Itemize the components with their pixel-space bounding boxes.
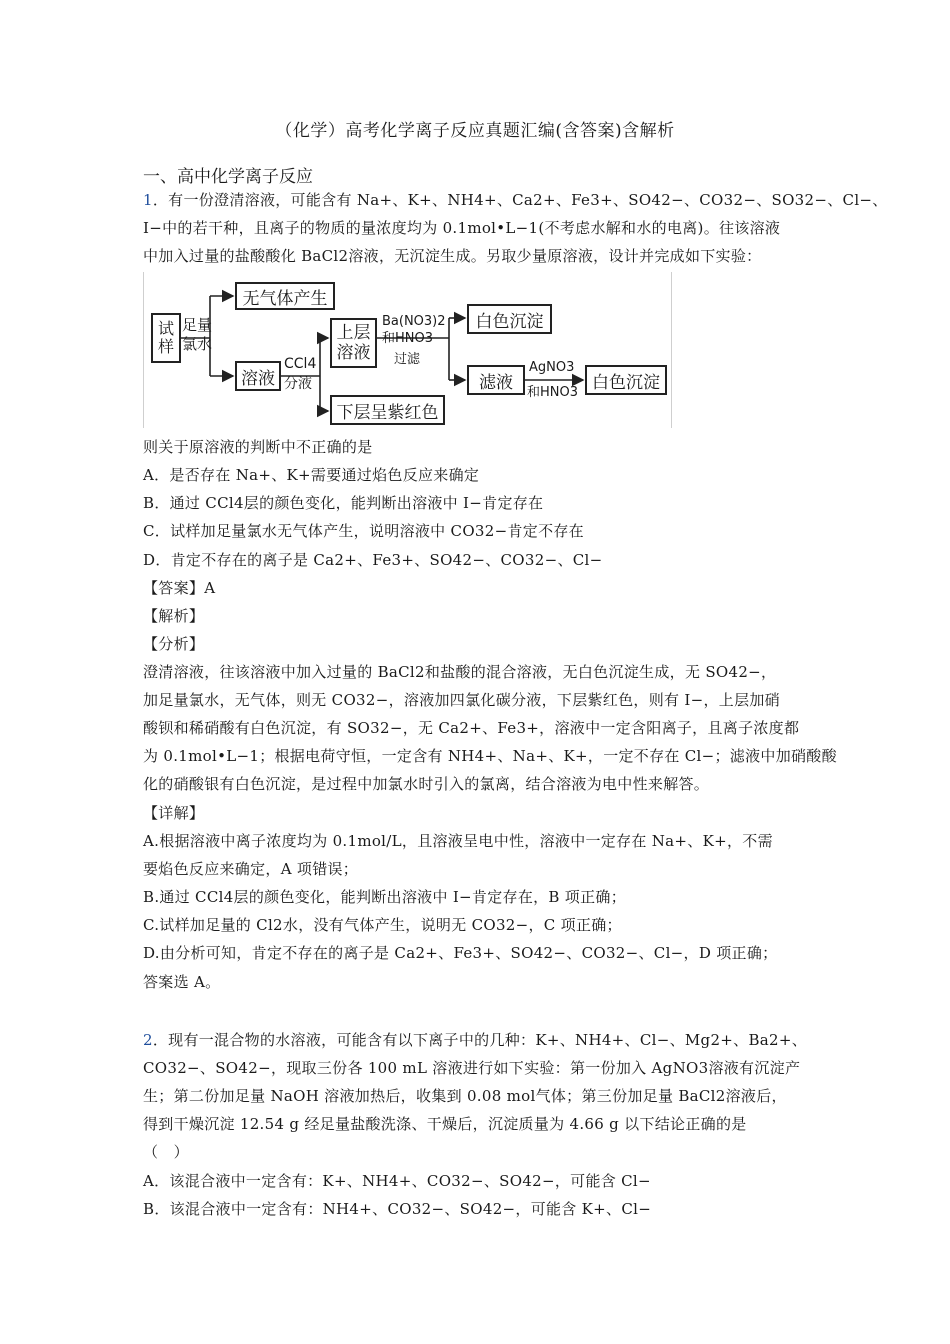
q1-line-3: 中加入过量的盐酸酸化 BaCl2溶液，无沉淀生成。另取少量原溶液，设计并完成如下实验：	[143, 247, 762, 265]
reagent-ccl4-label: CCl4	[284, 356, 317, 372]
q1-fenxi-heading: 【分析】	[143, 635, 205, 653]
detail-line-4: C.试样加足量的 Cl2水，没有气体产生，说明无 CO32−，C 项正确；	[143, 916, 622, 934]
reagent-hno3-label-1: 和HNO3	[382, 331, 434, 346]
detail-line-2: 要焰色反应来确定，A 项错误；	[143, 860, 359, 878]
q1-jiexi-heading: 【解析】	[143, 607, 205, 625]
detail-line-5: D.由分析可知，肯定不存在的离子是 Ca2+、Fe3+、SO42−、CO32−、Cl−，D 项正确；	[143, 944, 778, 962]
q2-line-4: 得到干燥沉淀 12.54 g 经足量盐酸洗涤、干燥后，沉淀质量为 4.66 g 以下结论正确的是	[143, 1115, 747, 1133]
upper-layer-box: 上层 溶液	[330, 318, 377, 368]
analysis-line-4: 为 0.1mol•L−1；根据电荷守恒，一定含有 NH4+、Na+、K+，一定不存在 Cl−；滤液中加硝酸酸	[143, 747, 837, 765]
q1-option-c: C．试样加足量氯水无气体产生，说明溶液中 CO32−肯定不存在	[143, 522, 584, 540]
q1-option-b: B．通过 CCl4层的颜色变化，能判断出溶液中 I−肯定存在	[143, 494, 544, 512]
q2-option-a: A．该混合液中一定含有：K+、NH4+、CO32−、SO42−，可能含 Cl−	[143, 1172, 651, 1190]
reagent-chlorine-water-label: 足量 氯水	[182, 316, 213, 353]
q2-number: 2	[143, 1031, 153, 1049]
q1-answer: 【答案】A	[143, 579, 216, 597]
q1-xiangjie-heading: 【详解】	[143, 804, 205, 822]
reagent-hno3-label-2: 和HNO3	[527, 385, 579, 400]
detail-line-6: 答案选 A。	[143, 973, 221, 991]
analysis-line-2: 加足量氯水，无气体，则无 CO32−，溶液加四氯化碳分液，下层紫红色，则有 I−，上层加硝	[143, 691, 780, 709]
q1-option-d: D．肯定不存在的离子是 Ca2+、Fe3+、SO42−、CO32−、Cl−	[143, 551, 603, 569]
detail-line-3: B.通过 CCl4层的颜色变化，能判断出溶液中 I−肯定存在，B 项正确；	[143, 888, 627, 906]
reagent-separation-label: 分液	[284, 376, 312, 392]
q1-line-1: 1．有一份澄清溶液，可能含有 Na+、K+、NH4+、Ca2+、Fe3+、SO42−、CO32−、SO32−、Cl−、	[143, 191, 888, 209]
filtrate-box: 滤液	[467, 365, 525, 395]
solution-box: 溶液	[235, 361, 281, 391]
document-title: （化学）高考化学离子反应真题汇编(含答案)含解析	[275, 121, 675, 141]
white-precipitate-box-1: 白色沉淀	[467, 304, 552, 334]
experiment-flowchart	[143, 272, 672, 428]
q2-line-5: （ ）	[143, 1143, 189, 1161]
white-precipitate-box-2: 白色沉淀	[585, 365, 667, 395]
reagent-ba-no3-label: Ba(NO3)2	[382, 314, 446, 329]
section-heading: 一、高中化学离子反应	[143, 167, 313, 187]
q1-question: 则关于原溶液的判断中不正确的是	[143, 438, 373, 456]
analysis-line-5: 化的硝酸银有白色沉淀，是过程中加氯水时引入的氯离，结合溶液为电中性来解答。	[143, 775, 710, 793]
analysis-line-1: 澄清溶液，往该溶液中加入过量的 BaCl2和盐酸的混合溶液，无白色沉淀生成，无 SO42−，	[143, 663, 777, 681]
no-gas-box: 无气体产生	[235, 282, 335, 310]
detail-line-1: A.根据溶液中离子浓度均为 0.1mol/L，且溶液呈电中性，溶液中一定存在 Na+、K+，不需	[143, 832, 773, 850]
q1-number: 1	[143, 191, 153, 209]
q2-line-3: 生；第二份加足量 NaOH 溶液加热后，收集到 0.08 mol气体；第三份加足量 BaCl2溶液后，	[143, 1087, 787, 1105]
lower-layer-box: 下层呈紫红色	[330, 395, 445, 425]
q2-option-b: B．该混合液中一定含有：NH4+、CO32−、SO42−，可能含 K+、Cl−	[143, 1200, 652, 1218]
q1-line-2: I−中的若干种，且离子的物质的量浓度均为 0.1mol•L−1(不考虑水解和水的电离)。往该溶液	[143, 219, 781, 237]
reagent-agno3-label: AgNO3	[529, 360, 575, 375]
q2-line-1: 2．现有一混合物的水溶液，可能含有以下离子中的几种：K+、NH4+、Cl−、Mg2+、Ba2+、	[143, 1031, 808, 1049]
q1-option-a: A．是否存在 Na+、K+需要通过焰色反应来确定	[143, 466, 480, 484]
sample-box: 试样	[151, 313, 181, 363]
reagent-filter-label: 过滤	[394, 352, 421, 367]
q2-line-2: CO32−、SO42−，现取三份各 100 mL 溶液进行如下实验：第一份加入 AgNO3溶液有沉淀产	[143, 1059, 801, 1077]
analysis-line-3: 酸钡和稀硝酸有白色沉淀，有 SO32−，无 Ca2+、Fe3+，溶液中一定含阳离子，且离子浓度都	[143, 719, 800, 737]
